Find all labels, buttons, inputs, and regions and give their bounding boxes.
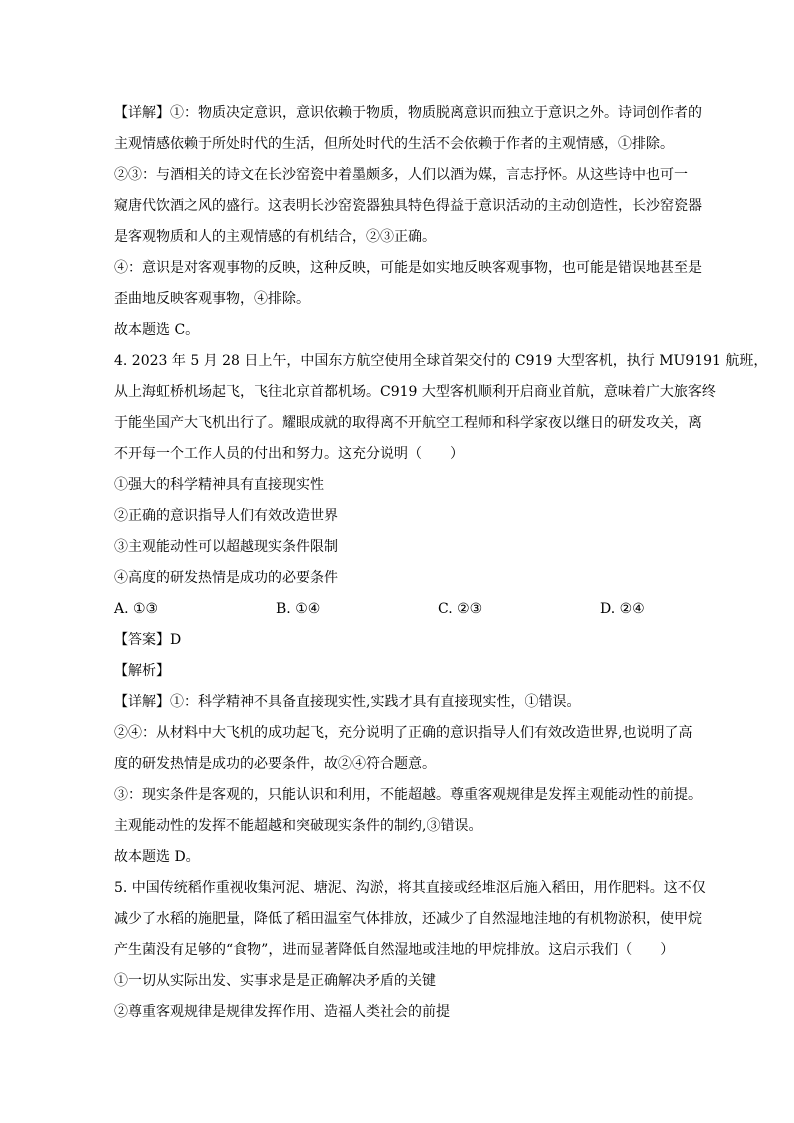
q4-option-d: D. ②④ bbox=[600, 601, 645, 617]
q4-option-b: B. ①④ bbox=[276, 601, 321, 617]
q4-analysis-heading: 【解析】 bbox=[114, 663, 170, 679]
q4-stem-line-3: 于能坐国产大飞机出行了。耀眼成就的取得离不开航空工程师和科学家夜以继日的研发攻关，离 bbox=[114, 415, 702, 431]
q4-option-a: A. ①③ bbox=[114, 601, 159, 617]
q4-detail-line-5: 主观能动性的发挥不能超越和突破现实条件的制约,③错误。 bbox=[114, 818, 483, 834]
q5-stem-line-2: 减少了水稻的施肥量，降低了稻田温室气体排放，还减少了自然湿地洼地的有机物淤积，使甲烷 bbox=[114, 911, 702, 927]
q4-item-2: ②正确的意识指导人们有效改造世界 bbox=[114, 508, 338, 524]
q3-detail-line-4: 窥唐代饮酒之风的盛行。这表明长沙窑瓷器独具特色得益于意识活动的主动创造性，长沙窑瓷器 bbox=[114, 198, 702, 214]
q3-conclusion: 故本题选 C。 bbox=[114, 322, 200, 338]
q4-detail-line-4: ③：现实条件是客观的，只能认识和利用，不能超越。尊重客观规律是发挥主观能动性的前提。 bbox=[114, 787, 702, 803]
q4-stem-line-2: 从上海虹桥机场起飞，飞往北京首都机场。C919 大型客机顺利开启商业首航，意味着广大旅客终 bbox=[114, 384, 716, 400]
q4-option-c: C. ②③ bbox=[438, 601, 483, 617]
q5-stem-line-1: 5. 中国传统稻作重视收集河泥、塘泥、沟淤，将其直接或经堆沤后施入稻田，用作肥料。这不仅 bbox=[114, 880, 706, 896]
q4-detail-line-3: 度的研发热情是成功的必要条件，故②④符合题意。 bbox=[114, 756, 436, 772]
q3-detail-line-1: 【详解】①：物质决定意识，意识依赖于物质，物质脱离意识而独立于意识之外。诗词创作者的 bbox=[114, 105, 702, 121]
q4-answer: 【答案】D bbox=[114, 632, 182, 648]
q3-detail-line-5: 是客观物质和人的主观情感的有机结合，②③正确。 bbox=[114, 229, 436, 245]
q4-item-1: ①强大的科学精神具有直接现实性 bbox=[114, 477, 324, 493]
q3-detail-line-2: 主观情感依赖于所处时代的生活，但所处时代的生活不会依赖于作者的主观情感，①排除。 bbox=[114, 136, 674, 152]
q3-detail-line-7: 歪曲地反映客观事物，④排除。 bbox=[114, 291, 310, 307]
q3-detail-line-3: ②③：与酒相关的诗文在长沙窑瓷中着墨颇多，人们以酒为媒，言志抒怀。从这些诗中也可一 bbox=[114, 167, 688, 183]
q3-detail-line-6: ④：意识是对客观事物的反映，这种反映，可能是如实地反映客观事物，也可能是错误地甚至是 bbox=[114, 260, 702, 276]
q4-item-3: ③主观能动性可以超越现实条件限制 bbox=[114, 539, 338, 555]
q4-stem-line-1: 4. 2023 年 5 月 28 日上午，中国东方航空使用全球首架交付的 C919 大型客机，执行 MU9191 航班， bbox=[114, 353, 768, 369]
q5-item-1: ①一切从实际出发、实事求是是正确解决矛盾的关键 bbox=[114, 973, 436, 989]
q4-item-4: ④高度的研发热情是成功的必要条件 bbox=[114, 570, 338, 586]
q5-item-2: ②尊重客观规律是规律发挥作用、造福人类社会的前提 bbox=[114, 1004, 450, 1020]
q4-detail-line-2: ②④：从材料中大飞机的成功起飞，充分说明了正确的意识指导人们有效改造世界,也说明了高 bbox=[114, 725, 693, 741]
q5-stem-line-3: 产生菌没有足够的“食物”，进而显著降低自然湿地或洼地的甲烷排放。这启示我们（ ） bbox=[114, 942, 675, 958]
q4-detail-line-1: 【详解】①：科学精神不具备直接现实性,实践才具有直接现实性，①错误。 bbox=[114, 694, 581, 710]
q4-conclusion: 故本题选 D。 bbox=[114, 849, 200, 865]
q4-stem-line-4: 不开每一个工作人员的付出和努力。这充分说明（ ） bbox=[114, 446, 464, 462]
q4-options bbox=[114, 599, 694, 619]
